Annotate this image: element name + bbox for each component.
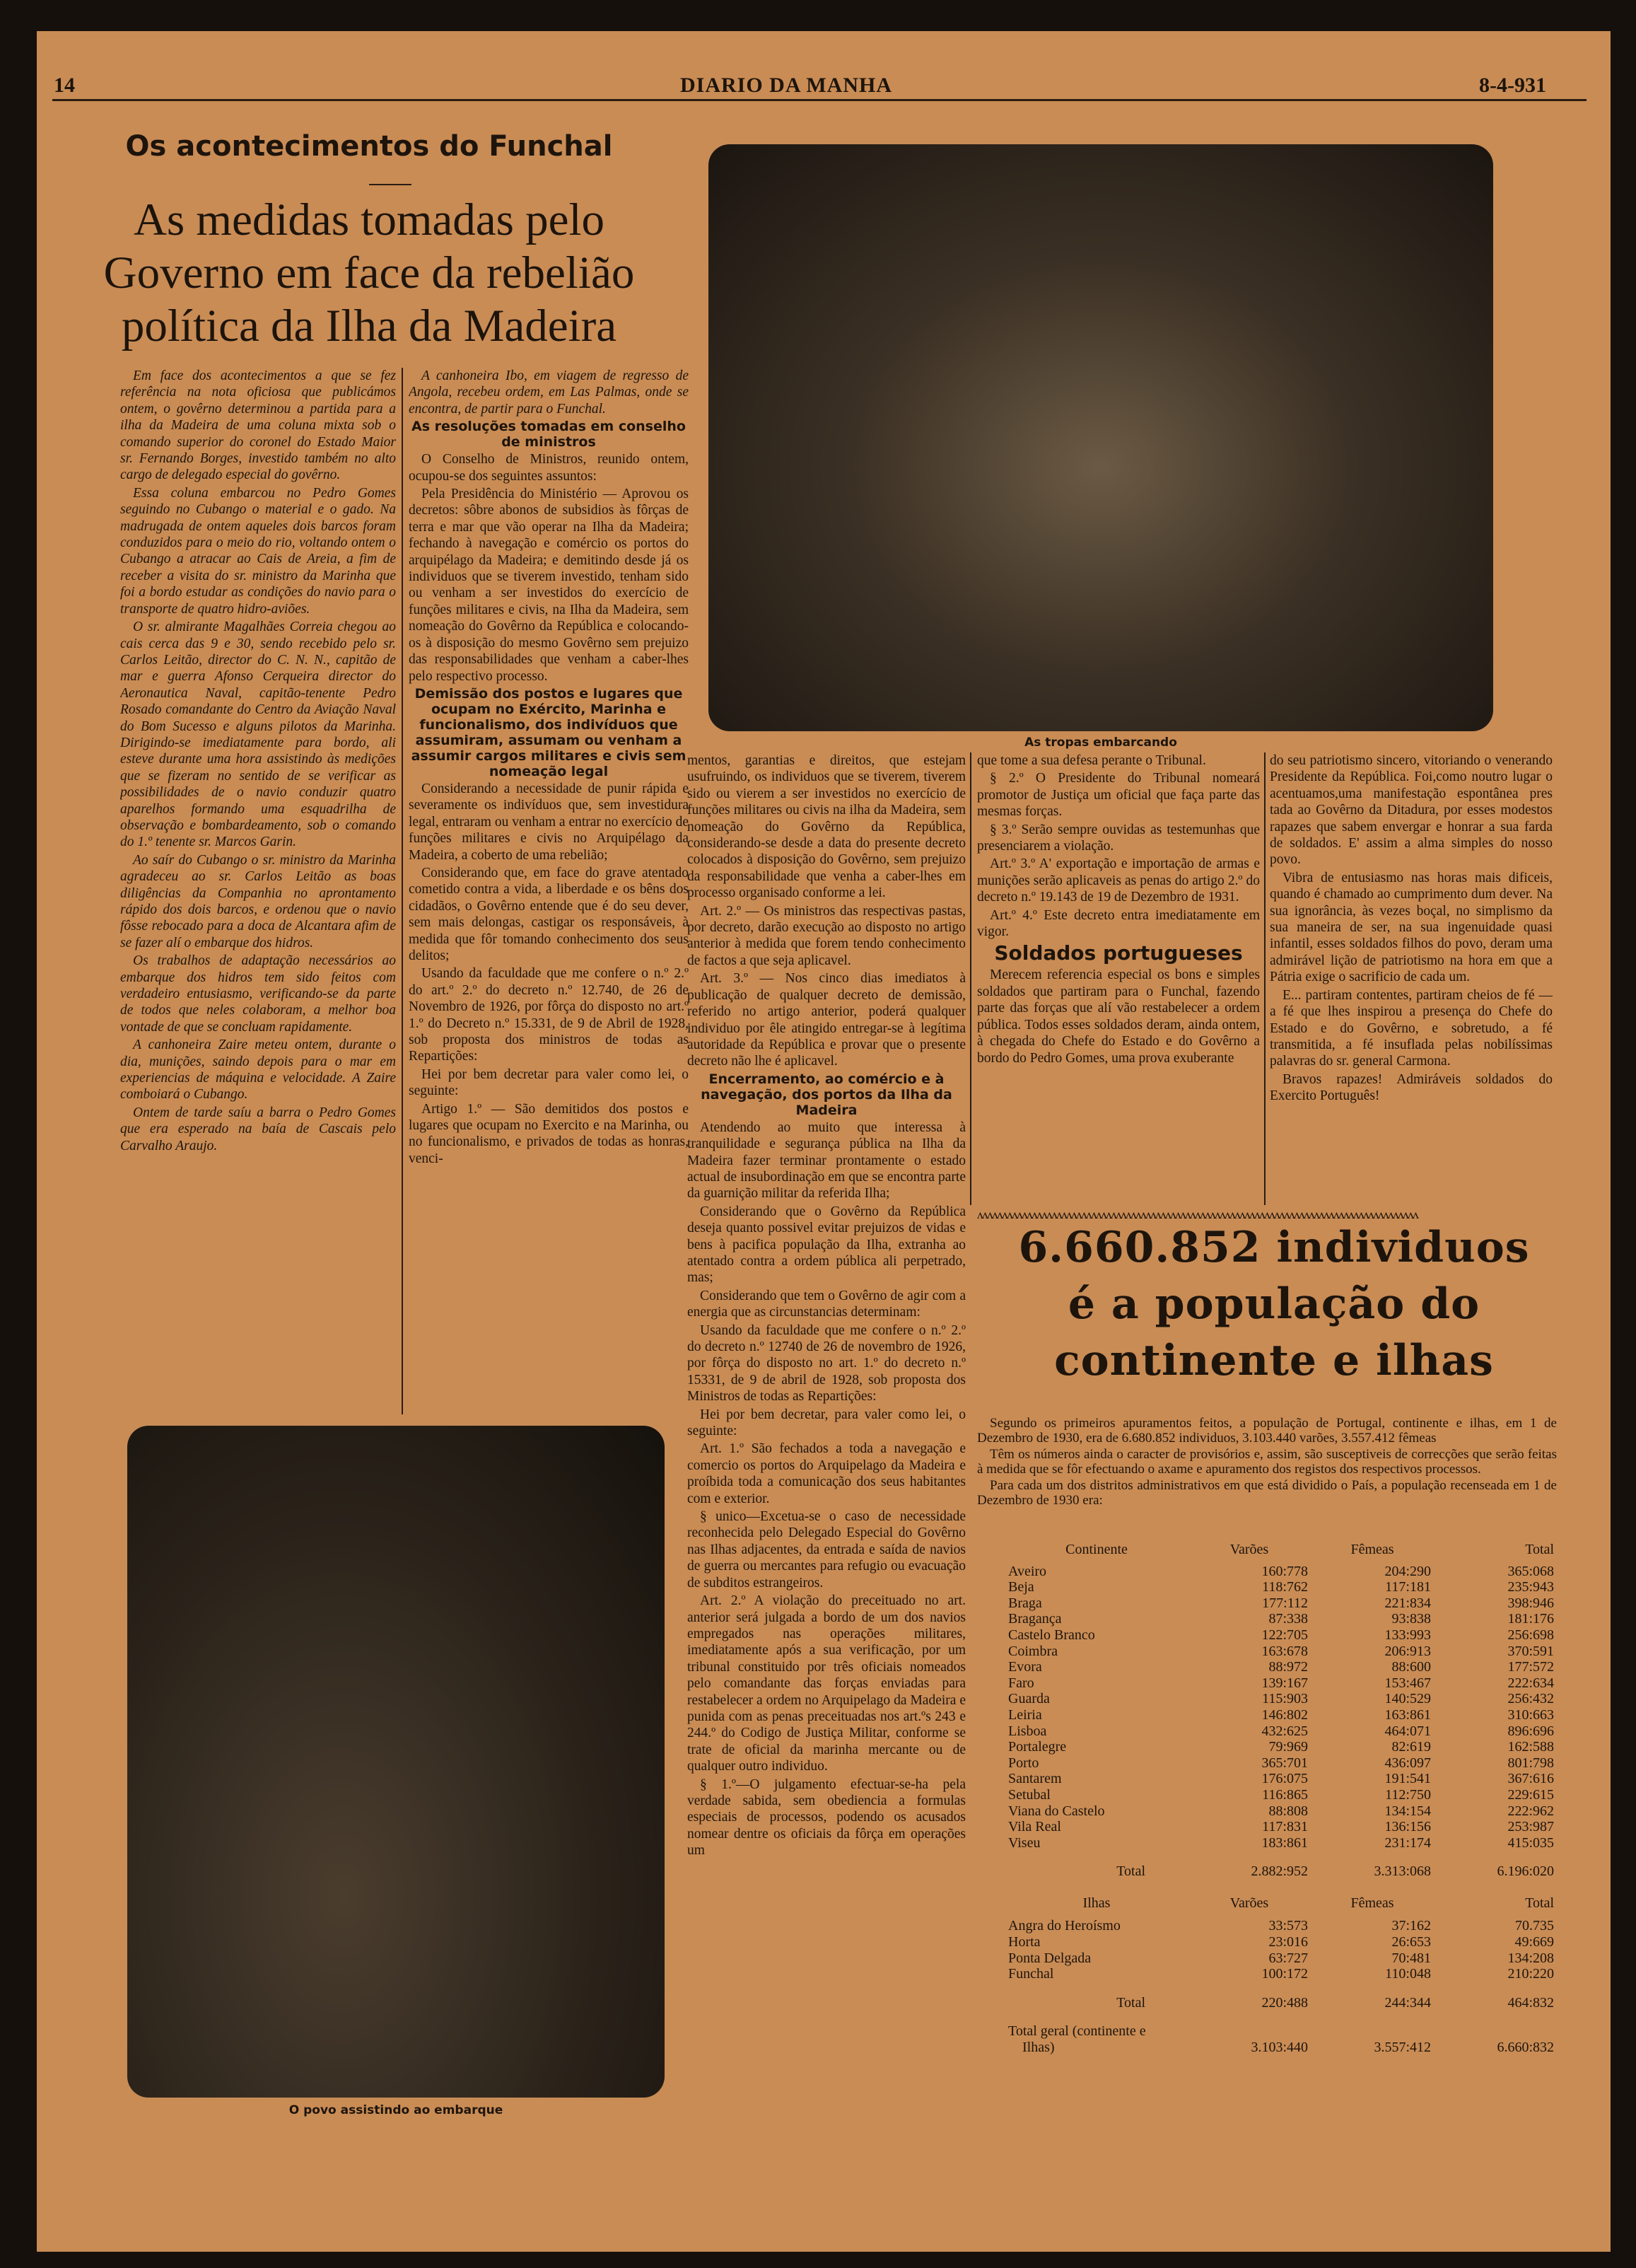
cell-value: 181:176 bbox=[1507, 1611, 1554, 1627]
district-name: Beja bbox=[1008, 1579, 1034, 1595]
table-row bbox=[1005, 1819, 1557, 1835]
cell-value: 70:481 bbox=[1391, 1950, 1431, 1966]
soldiers-subheading: Soldados portugueses bbox=[994, 941, 1243, 965]
column-header: Total bbox=[1525, 1542, 1554, 1557]
cell-value: 79:969 bbox=[1268, 1739, 1308, 1755]
cell-value: 82:619 bbox=[1391, 1739, 1431, 1755]
table-row bbox=[1005, 1803, 1557, 1820]
paragraph: Art.º 4.º Este decreto entra imediatamente em vigor. bbox=[977, 907, 1260, 940]
district-name: Viana do Castelo bbox=[1008, 1803, 1105, 1819]
column-header: Fêmeas bbox=[1350, 1895, 1394, 1911]
column-header: Ilhas bbox=[1082, 1895, 1111, 1911]
district-name: Lisboa bbox=[1008, 1723, 1047, 1739]
table-row bbox=[1005, 1787, 1557, 1803]
headline-line-3: política da Ilha da Madeira bbox=[121, 301, 617, 351]
population-table bbox=[1005, 1542, 1571, 2056]
table-row bbox=[1005, 1723, 1557, 1740]
cell-value: 6.660:832 bbox=[1497, 2040, 1554, 2056]
cell-value: 220:488 bbox=[1261, 1994, 1308, 2011]
column-header: Total bbox=[1525, 1895, 1554, 1911]
paragraph: § unico—Excetua-se o caso de necessidade reconhecida pelo Delegado Especial do Govêrno nas Ilhas adjacentes, da entrada e saída de navios de guerra ou mercantes para refugio ou evacuação de subditos estrangeiros. bbox=[687, 1509, 966, 1590]
continent-total-row bbox=[1005, 1863, 1557, 1880]
cell-value: 163:678 bbox=[1261, 1643, 1308, 1659]
cell-value: 191:541 bbox=[1384, 1771, 1431, 1787]
cell-value: 133:993 bbox=[1384, 1627, 1431, 1643]
article-headline bbox=[65, 194, 673, 353]
cell-value: 140:529 bbox=[1384, 1691, 1431, 1707]
district-name: Leiria bbox=[1008, 1706, 1042, 1723]
cell-value: 136:156 bbox=[1384, 1819, 1431, 1835]
cell-value: 896:696 bbox=[1507, 1723, 1554, 1739]
cell-value: 37:162 bbox=[1391, 1918, 1431, 1934]
cell-value: 162:588 bbox=[1507, 1739, 1554, 1755]
cell-value: 436:097 bbox=[1384, 1755, 1431, 1771]
cell-value: 88:808 bbox=[1268, 1803, 1308, 1819]
district-name: Braga bbox=[1008, 1595, 1042, 1611]
paragraph: Para cada um dos distritos administrativos em que está dividido o País, a população recenseada em 1 de Dezembro de 1930 era: bbox=[977, 1478, 1557, 1508]
cell-value: 116:865 bbox=[1262, 1786, 1308, 1803]
paragraph: Art. 2.º A violação do preceituado no art. anterior será julgada a bordo de um dos navios empregados nas operações militares, imediatamente após a sua verificação, por um tribunal constituido por três oficiais nomeados pelo comandante das forças enviadas para restabelecer a ordem no Arquipelago da Madeira e punida com as penas preceituadas nos art.ºs 243 e 244.º do Codigo de Justiça Militar, conforme se trate de oficial da marinha mercante ou de qualquer outro individuo. bbox=[687, 1593, 966, 1774]
cell-value: 210:220 bbox=[1507, 1966, 1554, 1982]
paragraph: mentos, garantias e direitos, que estejam usufruindo, os individuos que se tiverem, tiverem sido ou vierem a ser investidos no exercício de funções militares ou civis na ilha da Madeira, sem nomeação do Govêrno da República, considerando-se desde a data do presente decreto colocados à disposição do Govêrno, sem prejuizo da responsabilidade que venha a caber-lhes em processo organisado conforme a lei. bbox=[687, 753, 966, 901]
paragraph: Considerando a necessidade de punir rápida e severamente os indivíduos que, sem investidura legal, entraram ou venham a entrar no exercício de funções militares e civis no Arquipélago da Madeira, a coberto de uma rebelião; bbox=[409, 781, 689, 863]
table-row bbox=[1005, 1627, 1557, 1644]
column-header: Varões bbox=[1229, 1895, 1269, 1911]
column-divider bbox=[402, 368, 403, 1414]
cell-value: 87:338 bbox=[1268, 1611, 1308, 1627]
district-name: Coimbra bbox=[1008, 1643, 1058, 1659]
cell-value: 2.882:952 bbox=[1251, 1863, 1308, 1880]
cell-value: 801:798 bbox=[1507, 1755, 1554, 1771]
table-row bbox=[1005, 1564, 1557, 1580]
cell-value: 229:615 bbox=[1507, 1786, 1554, 1803]
article-column-2 bbox=[409, 368, 689, 1414]
cell-value: 100:172 bbox=[1261, 1966, 1308, 1982]
cell-value: 88:600 bbox=[1391, 1659, 1431, 1675]
cell-value: 235:943 bbox=[1507, 1579, 1554, 1595]
table-row bbox=[1005, 1595, 1557, 1612]
photo-caption: As tropas embarcando bbox=[1024, 735, 1177, 750]
paragraph: do seu patriotismo sincero, vitoriando o venerando Presidente da República. Foi,como noutro lugar o acentuamos,uma manifestação espontânea pres tada ao Govêrno da Ditadura, por esses modestos rapazes que sabem envergar e honrar a sua farda de soldados. E' assim a alma simples do nosso povo. bbox=[1270, 753, 1553, 868]
cell-value: 177:112 bbox=[1262, 1595, 1308, 1611]
paragraph: Art.º 3.º A' exportação e importação de armas e munições serão aplicaveis as penas do artigo 2.º do decreto n.º 19.143 de 19 de Dezembro de 1931. bbox=[977, 856, 1260, 905]
island-name: Angra do Heroísmo bbox=[1008, 1918, 1121, 1934]
cell-value: 115:903 bbox=[1262, 1691, 1308, 1707]
table-row bbox=[1005, 1966, 1557, 1982]
district-name: Castelo Branco bbox=[1008, 1627, 1095, 1643]
district-name: Portalegre bbox=[1008, 1739, 1067, 1755]
paragraph: Considerando que, em face do grave atentado cometido contra a vida, a liberdade e os bêns dos cidadãos, o Govêrno entende que é do seu dever, sem mais delongas, castigar os responsáveis, à medida que fôr tomando conhecimento dos seus delitos; bbox=[409, 865, 689, 963]
cell-value: 6.196:020 bbox=[1497, 1863, 1554, 1880]
article-column-5 bbox=[1270, 752, 1553, 1205]
cell-value: 3.557:412 bbox=[1374, 2040, 1431, 2056]
paragraph: Art. 3.º — Nos cinco dias imediatos à publicação de qualquer decreto de demissão, referido no artigo anterior, poderá qualquer individuo por êle atingido entregar-se à legítima autoridade da República e provar que o presente decreto não lhe é aplicavel. bbox=[687, 971, 966, 1069]
paragraph: O Conselho de Ministros, reunido ontem, ocupou-se dos seguintes assuntos: bbox=[409, 452, 689, 484]
cell-value: 256:698 bbox=[1507, 1627, 1554, 1643]
table-row bbox=[1005, 1659, 1557, 1675]
district-name: Bragança bbox=[1008, 1611, 1062, 1627]
cell-value: 153:467 bbox=[1384, 1675, 1431, 1691]
newspaper-page bbox=[37, 31, 1611, 2252]
cell-value: 26:653 bbox=[1391, 1934, 1431, 1950]
table-row bbox=[1005, 1771, 1557, 1787]
grand-total-label-row bbox=[1005, 2023, 1557, 2040]
cell-value: 118:762 bbox=[1262, 1579, 1308, 1595]
cell-value: 3.103:440 bbox=[1251, 2040, 1308, 2056]
district-name: Guarda bbox=[1008, 1691, 1050, 1707]
newspaper-title: DIARIO DA MANHA bbox=[680, 74, 892, 97]
cell-value: 63:727 bbox=[1268, 1950, 1308, 1966]
subheading: Encerramento, ao comércio e à navegação, dos portos da Ilha da Madeira bbox=[701, 1071, 952, 1118]
table-row bbox=[1005, 1675, 1557, 1692]
table-header-row bbox=[1005, 1542, 1557, 1558]
population-intro bbox=[977, 1416, 1557, 1536]
paragraph: Os trabalhos de adaptação necessários ao embarque dos hidros tem sido feitos com verdadeiro entusiasmo, verificando-se da parte de todos que neles colaboram, a melhor boa vontade de que se concluam rapidamente. bbox=[120, 953, 396, 1035]
paragraph: Art. 1.º São fechados a toda a navegação e comercio os portos do Arquipelago da Madeira e proíbida toda a comunicação dos seus habitantes com e exterior. bbox=[687, 1441, 966, 1506]
cell-value: 222:962 bbox=[1507, 1803, 1554, 1819]
cell-value: 117:831 bbox=[1262, 1819, 1308, 1835]
crowd-watching-photo bbox=[127, 1426, 665, 2098]
paragraph: Merecem referencia especial os bons e simples soldados que partiram para o Funchal, fazendo parte das forças que alí vão restabelecer a ordem pública. Todos esses soldados deram, ainda ontem, à chegada do Chefe do Estado e do Govêrno a bordo do Pedro Gomes, uma prova exuberante bbox=[977, 967, 1260, 1066]
district-name: Vila Real bbox=[1008, 1819, 1061, 1835]
cell-value: 122:705 bbox=[1261, 1627, 1308, 1643]
header-rule bbox=[52, 99, 1587, 101]
cell-value: 93:838 bbox=[1391, 1611, 1431, 1627]
grand-total-row bbox=[1005, 2040, 1557, 2056]
cell-value: 117:181 bbox=[1385, 1579, 1431, 1595]
cell-value: 139:167 bbox=[1261, 1675, 1308, 1691]
table-row bbox=[1005, 1644, 1557, 1660]
paragraph: Considerando que tem o Govêrno de agir com a energia que as circunstancias determinam: bbox=[687, 1288, 966, 1320]
district-name: Santarem bbox=[1008, 1771, 1062, 1787]
population-headline bbox=[977, 1219, 1571, 1389]
cell-value: 221:834 bbox=[1384, 1595, 1431, 1611]
paragraph: Usando da faculdade que me confere o n.º 2.º do art.º 2.º do decreto n.º 12.740, de 26 de Novembro de 1926, por fôrça do disposto no art.º 1.º do Decreto n.º 15.331, de 9 de Abril de 1928, sob proposta dos ministros de todas as Repartições: bbox=[409, 966, 689, 1064]
district-name: Evora bbox=[1008, 1659, 1042, 1675]
column-header: Varões bbox=[1229, 1542, 1269, 1557]
cell-value: 23:016 bbox=[1268, 1934, 1308, 1950]
cell-value: 398:946 bbox=[1507, 1595, 1554, 1611]
cell-value: 464:832 bbox=[1507, 1994, 1554, 2011]
troops-embarking-photo bbox=[708, 144, 1493, 731]
cell-value: 146:802 bbox=[1261, 1706, 1308, 1723]
page-number: 14 bbox=[54, 74, 75, 97]
subheading: Demissão dos postos e lugares que ocupam no Exército, Marinha e funcionalismo, dos indivíduos que assumiram, assumam ou venham a assumir cargos militares e civis sem nomeação legal bbox=[411, 685, 686, 779]
cell-value: 206:913 bbox=[1384, 1643, 1431, 1659]
cell-value: 367:616 bbox=[1507, 1771, 1554, 1787]
table-row bbox=[1005, 1611, 1557, 1627]
article-column-4 bbox=[977, 752, 1260, 1205]
paragraph: Ontem de tarde saíu a barra o Pedro Gomes que era esperado na baía de Cascais pelo Carvalho Araujo. bbox=[120, 1105, 396, 1153]
district-name: Viseu bbox=[1008, 1834, 1041, 1851]
table-row bbox=[1005, 1918, 1557, 1934]
district-name: Setubal bbox=[1008, 1786, 1051, 1803]
paragraph: Segundo os primeiros apuramentos feitos, a população de Portugal, continente e ilhas, em 1 de Dezembro de 1930, era de 6.680.852 individuos, 3.103.440 varões, 3.557.412 fêmeas bbox=[977, 1416, 1557, 1446]
paragraph: A canhoneira Ibo, em viagem de regresso de Angola, recebeu ordem, em Las Palmas, onde se encontra, de partir para o Funchal. bbox=[409, 368, 689, 417]
island-name: Funchal bbox=[1008, 1966, 1054, 1982]
cell-value: 204:290 bbox=[1384, 1563, 1431, 1579]
cell-value: 365:701 bbox=[1261, 1755, 1308, 1771]
table-row bbox=[1005, 1950, 1557, 1967]
cell-value: 110:048 bbox=[1385, 1966, 1431, 1982]
paragraph: § 1.º—O julgamento efectuar-se-ha pela verdade sabida, sem obediencia a formulas especiais de processos, podendo os acusados nomear dentre os oficiais da fôrça em operações um bbox=[687, 1776, 966, 1859]
island-name: Horta bbox=[1008, 1934, 1041, 1950]
table-row bbox=[1005, 1579, 1557, 1595]
cell-value: 183:861 bbox=[1261, 1834, 1308, 1851]
cell-value: 3.313:068 bbox=[1374, 1863, 1431, 1880]
paragraph: Hei por bem decretar para valer como lei, o seguinte: bbox=[409, 1066, 689, 1099]
column-header: Continente bbox=[1065, 1542, 1128, 1557]
cell-value: 415:035 bbox=[1507, 1834, 1554, 1851]
cell-value: 222:634 bbox=[1507, 1675, 1554, 1691]
column-header: Fêmeas bbox=[1350, 1542, 1394, 1557]
cell-value: 88:972 bbox=[1268, 1659, 1308, 1675]
headline-line-3: continente e ilhas bbox=[1054, 1336, 1494, 1385]
cell-value: 70.735 bbox=[1515, 1918, 1554, 1934]
headline-line-1: As medidas tomadas pelo bbox=[133, 194, 605, 245]
cell-value: 244:344 bbox=[1384, 1994, 1431, 2011]
issue-date: 8-4-931 bbox=[1479, 74, 1546, 97]
cell-value: 432:625 bbox=[1261, 1723, 1308, 1739]
headline-line-2: é a população do bbox=[1068, 1279, 1480, 1329]
photo-caption: O povo assistindo ao embarque bbox=[288, 2103, 503, 2117]
paragraph: Têm os números ainda o caracter de provisórios e, assim, são susceptiveis de correcções que serão feitas à medida que se fôr efectuando o axame e apuramento dos registos dos respectivos processos. bbox=[977, 1447, 1557, 1477]
paragraph: Art. 2.º — Os ministros das respectivas pastas, por decreto, darão execução ao disposto no artigo anterior à medida que forem tendo conhecimento de factos a que seja aplicavel. bbox=[687, 903, 966, 968]
column-divider bbox=[970, 752, 971, 1205]
district-name: Porto bbox=[1008, 1755, 1039, 1771]
table-row bbox=[1005, 1707, 1557, 1723]
cell-value: 464:071 bbox=[1384, 1723, 1431, 1739]
decorative-wavy-rule: ᴧᴧᴧᴧᴧᴧᴧᴧᴧᴧᴧᴧᴧᴧᴧᴧᴧᴧᴧᴧᴧᴧᴧᴧᴧᴧᴧᴧᴧᴧᴧᴧᴧᴧᴧᴧᴧᴧᴧᴧᴧᴧᴧᴧᴧᴧᴧᴧᴧᴧᴧᴧᴧᴧᴧᴧᴧᴧᴧᴧᴧᴧᴧᴧᴧᴧᴧᴧᴧᴧᴧᴧᴧᴧᴧᴧᴧᴧᴧᴧᴧᴧᴧᴧᴧᴧᴧᴧᴧ bbox=[977, 1209, 1418, 1219]
paragraph: Atendendo ao muito que interessa à tranquilidade e segurança pública na Ilha da Madeira fazer terminar prontamente o estado actual de insubordinação em que se encontra parte da guarnição militar da referida Ilha; bbox=[687, 1120, 966, 1202]
district-name: Aveiro bbox=[1008, 1563, 1047, 1579]
paragraph: Pela Presidência do Ministério — Aprovou os decretos: sôbre abonos de subsidios às fôrças de terra e mar que vão operar na Ilha da Madeira; fechando à navegação e comércio os portos do arquipélago da Madeira; e demitindo desde já os individuos que se tiverem investido, tenham sido ou venham a ser investidos do exercício de funções militares e civis, na Ilha da Madeira, sem nomeação do Govêrno da República e colocando-os à disposição do mesmo Govêrno sem prejuizo das responsabilidades que venham a caber-lhes pelo respectivo processo. bbox=[409, 487, 689, 684]
island-name: Ponta Delgada bbox=[1008, 1950, 1092, 1966]
cell-value: 134:154 bbox=[1384, 1803, 1431, 1819]
paragraph: § 2.º O Presidente do Tribunal nomeará promotor de Justiça um oficial que faça parte das mesmas forças. bbox=[977, 771, 1260, 820]
cell-value: 177:572 bbox=[1507, 1659, 1554, 1675]
paragraph: Usando da faculdade que me confere o n.º 2.º do decreto n.º 12740 de 26 de novembro de 1926, por fôrça do disposto no art. 1.º do decreto n.º 15331, de 9 de abril de 1928, sob proposta dos Ministros de todas as Repartições: bbox=[687, 1322, 966, 1405]
cell-value: 163:861 bbox=[1384, 1706, 1431, 1723]
column-divider bbox=[1264, 752, 1266, 1205]
paragraph: Essa coluna embarcou no Pedro Gomes seguindo no Cubango o material e o gado. Na madrugada de ontem aqueles dois barcos foram conduzidos para o meio do rio, voltando ontem o Cubango a atracar ao Cais de Areia, a fim de receber a visita do sr. ministro da Marinha que foi a bordo estudar as condições do navio para o transporte de quatro hidro-aviões. bbox=[120, 485, 396, 617]
cell-value: 370:591 bbox=[1507, 1643, 1554, 1659]
table-row bbox=[1005, 1934, 1557, 1950]
total-label: Total bbox=[1116, 1863, 1145, 1880]
article-kicker: Os acontecimentos do Funchal bbox=[125, 130, 613, 163]
paragraph: E... partiram contentes, partiram cheios de fé — a fé que lhes inspirou a presença do Chefe do Estado e do Govêrno, e sobretudo, a fé transmitida, a fé insuflada pelas nobilíssimas palavras do sr. general Carmona. bbox=[1270, 987, 1553, 1069]
paragraph: Considerando que o Govêrno da República deseja quanto possivel evitar prejuizos de vidas e bens à pacifica população da Ilha, extranha ao atentado contra a ordem pública ali perpetrado, mas; bbox=[687, 1204, 966, 1286]
grand-total-label: Total geral (continente e bbox=[1008, 2023, 1146, 2040]
article-column-3 bbox=[687, 752, 966, 2195]
continent-table bbox=[1005, 1542, 1557, 2056]
cell-value: 49:669 bbox=[1514, 1934, 1554, 1950]
cell-value: 160:778 bbox=[1261, 1563, 1308, 1579]
paragraph: A canhoneira Zaire meteu ontem, durante o dia, munições, saindo depois para o mar em experiencias de máquina e velocidade. A Zaire comboiará o Cubango. bbox=[120, 1037, 396, 1103]
paragraph: Bravos rapazes! Admiráveis soldados do Exercito Português! bbox=[1270, 1071, 1553, 1104]
cell-value: 253:987 bbox=[1507, 1819, 1554, 1835]
table-row bbox=[1005, 1739, 1557, 1755]
paragraph: Ao saír do Cubango o sr. ministro da Marinha agradeceu ao sr. Carlos Leitão as boas diligências da Companhia no aprontamento rápido dos dois barcos, e ordenou que o navio fôsse rebocado para a doca de Alcantara afim de se fazer alí o embarque dos hidros. bbox=[120, 852, 396, 950]
headline-line-1: 6.660.852 individuos bbox=[1018, 1223, 1530, 1272]
cell-value: 176:075 bbox=[1261, 1771, 1308, 1787]
paragraph: § 3.º Serão sempre ouvidas as testemunhas que presenciarem a violação. bbox=[977, 822, 1260, 854]
subheading: As resoluções tomadas em conselho de ministros bbox=[411, 419, 686, 450]
table-row bbox=[1005, 1691, 1557, 1707]
cell-value: 112:750 bbox=[1385, 1786, 1431, 1803]
table-row bbox=[1005, 1835, 1557, 1851]
paragraph: O sr. almirante Magalhães Correia chegou ao cais cerca das 9 e 30, sendo recebido pelo sr. Carlos Leitão, director do C. N. N., capitão de mar e guerra Afonso Cerqueira director do Aeronautica Naval, capitão-tenente Pedro Rosado comandante do Centro da Aviação Naval do Bom Sucesso e alguns pilotos da Marinha. Dirigindo-se imediatamente para bordo, ali esteve durante uma hora assistindo às medições que se fizeram no sentido de se verificar as possibilidades de o navio conduzir quatro aparelhos formando uma esquadrilha de observação e bombardeamento, sob o comando do 1.º tenente sr. Marcos Garin. bbox=[120, 620, 396, 850]
headline-line-2: Governo em face da rebelião bbox=[103, 248, 635, 298]
table-header-row bbox=[1005, 1895, 1557, 1912]
cell-value: 365:068 bbox=[1507, 1563, 1554, 1579]
grand-total-label: Ilhas) bbox=[1022, 2040, 1055, 2056]
island-total-row bbox=[1005, 1995, 1557, 2011]
paragraph: Hei por bem decretar, para valer como lei, o seguinte: bbox=[687, 1407, 966, 1439]
paragraph: que tome a sua defesa perante o Tribunal. bbox=[977, 753, 1206, 768]
cell-value: 33:573 bbox=[1268, 1918, 1308, 1934]
paragraph: Vibra de entusiasmo nas horas mais dificeis, quando é chamado ao cumprimento dum dever. Na sua ignorância, às vezes boçal, no simplismo da sua maneira de ser, na sua ingenuidade quasi infantil, esses soldados filhos do povo, deram uma admirável lição de patriotismo na hora em que a Pátria exige o sacrificio de cada um. bbox=[1270, 870, 1553, 985]
district-name: Faro bbox=[1008, 1675, 1034, 1691]
paragraph: Artigo 1.º — São demitidos dos postos e lugares que ocupam no Exercito e na Marinha, ou no funcionalismo, e privados de todas as honras, venci- bbox=[409, 1101, 689, 1166]
total-label: Total bbox=[1116, 1994, 1145, 2011]
paragraph: Em face dos acontecimentos a que se fez referência na nota oficiosa que publicámos ontem, o govêrno determinou a partida para a ilha da Madeira de uma coluna mixta sob o comando superior do coronel do Estado Maior sr. Fernando Borges, investido também no alto cargo de delegado especial do govêrno. bbox=[120, 368, 396, 483]
table-row bbox=[1005, 1755, 1557, 1772]
kicker-rule bbox=[369, 184, 411, 185]
article-column-1 bbox=[120, 368, 396, 1414]
cell-value: 231:174 bbox=[1384, 1834, 1431, 1851]
cell-value: 256:432 bbox=[1507, 1691, 1554, 1707]
cell-value: 310:663 bbox=[1507, 1706, 1554, 1723]
cell-value: 134:208 bbox=[1507, 1950, 1554, 1966]
